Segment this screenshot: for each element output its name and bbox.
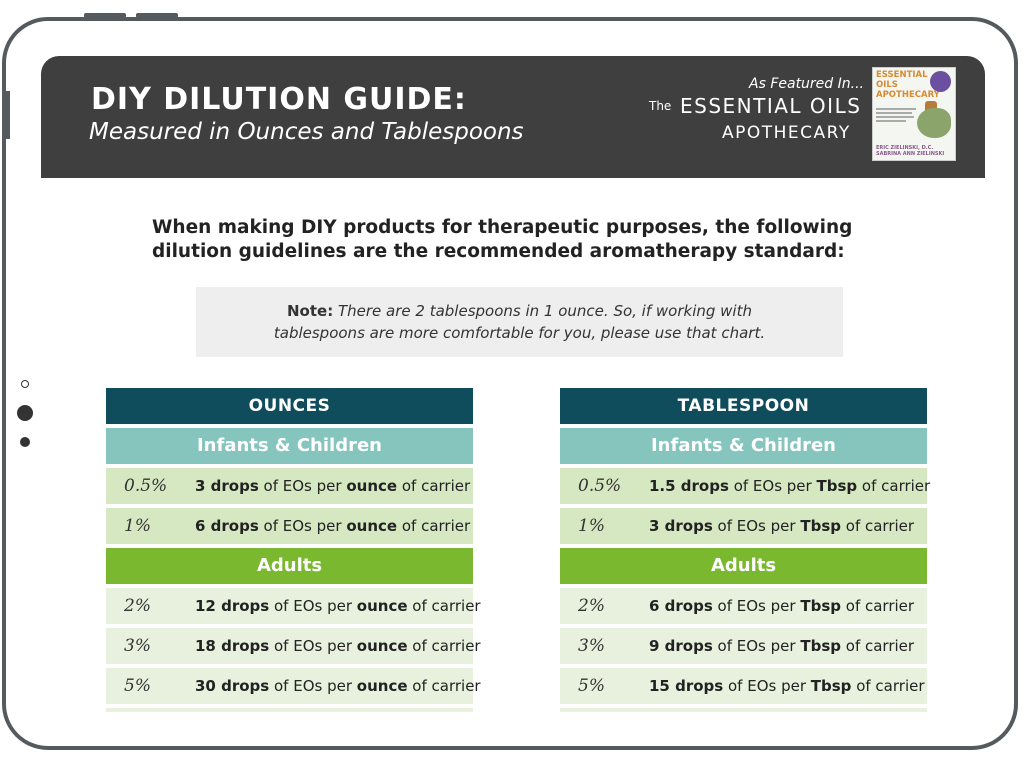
- dilution-percent: 2%: [124, 596, 151, 616]
- note-label: Note:: [287, 302, 334, 320]
- ounces-infants-heading: Infants & Children: [106, 428, 473, 464]
- table-row: [106, 508, 473, 544]
- note-line-1: There are 2 tablespoons in 1 ounce. So, if working with: [337, 302, 752, 320]
- dilution-description: 9 drops of EOs per Tbsp of carrier: [649, 637, 915, 655]
- dilution-percent: 3%: [578, 636, 605, 656]
- ounces-adults-heading: Adults: [106, 548, 473, 584]
- dilution-description: 18 drops of EOs per ounce of carrier: [195, 637, 481, 655]
- table-row: [106, 468, 473, 504]
- dilution-description: 6 drops of EOs per Tbsp of carrier: [649, 597, 915, 615]
- intro-text: When making DIY products for therapeutic purposes, the following dilution guidelines are the recommended aromatherapy standard:: [152, 217, 853, 262]
- table-row: [560, 468, 931, 504]
- note-text: [196, 300, 843, 344]
- tablespoon-infants-heading: Infants & Children: [560, 428, 927, 464]
- book-cover-title: ESSENTIAL OILS APOTHECARY: [876, 70, 940, 100]
- dilution-description: 3 drops of EOs per Tbsp of carrier: [649, 517, 915, 535]
- sensor-dot-icon: [20, 437, 30, 447]
- book-cover-authors: ERIC ZIELINSKI, D.C. SABRINA ANN ZIELINSKI: [876, 145, 945, 157]
- featured-in-text: As Featured In...: [749, 76, 864, 92]
- brand-line-2: APOTHECARY: [722, 123, 851, 143]
- book-badge-icon: [930, 71, 951, 92]
- dilution-percent: 2%: [578, 596, 605, 616]
- table-row: [106, 588, 481, 624]
- ounces-table-heading: OUNCES: [106, 388, 473, 424]
- dilution-description: 1.5 drops of EOs per Tbsp of carrier: [649, 477, 931, 495]
- dilution-percent: 1%: [124, 516, 151, 536]
- camera-dot-icon: [17, 405, 33, 421]
- table-row: [560, 588, 927, 624]
- table-row: [106, 628, 481, 664]
- table-row-partial: [560, 708, 927, 712]
- dilution-description: 6 drops of EOs per ounce of carrier: [195, 517, 471, 535]
- guide-title: DIY DILUTION GUIDE:: [91, 82, 467, 117]
- note-line-2: tablespoons are more comfortable for you, please use that chart.: [273, 324, 766, 342]
- dilution-percent: 0.5%: [124, 476, 168, 496]
- dilution-description: 30 drops of EOs per ounce of carrier: [195, 677, 481, 695]
- dilution-percent: 5%: [578, 676, 605, 696]
- table-row-partial: [106, 708, 473, 712]
- table-row: [560, 668, 927, 704]
- tablespoon-adults-heading: Adults: [560, 548, 927, 584]
- tablespoon-table-heading: TABLESPOON: [560, 388, 927, 424]
- guide-header: [41, 56, 985, 178]
- guide-subtitle: Measured in Ounces and Tablespoons: [89, 119, 524, 145]
- camera-ring-icon: [21, 380, 29, 388]
- table-row: [560, 508, 927, 544]
- dilution-percent: 0.5%: [578, 476, 622, 496]
- device-side-button: [6, 91, 10, 139]
- book-herbs-icon: [917, 108, 951, 138]
- brand-the: The: [649, 99, 672, 113]
- dilution-description: 3 drops of EOs per ounce of carrier: [195, 477, 471, 495]
- book-cover-image: [872, 67, 956, 161]
- note-box: [196, 287, 843, 357]
- dilution-description: 12 drops of EOs per ounce of carrier: [195, 597, 481, 615]
- table-row: [560, 628, 927, 664]
- table-row: [106, 668, 481, 704]
- dilution-percent: 5%: [124, 676, 151, 696]
- book-cover-blurb: [876, 106, 920, 124]
- brand-line-1: ESSENTIAL OILS: [680, 94, 862, 118]
- ounces-table: [106, 388, 481, 712]
- tablespoon-table: [560, 388, 931, 712]
- dilution-description: 15 drops of EOs per Tbsp of carrier: [649, 677, 925, 695]
- dilution-percent: 3%: [124, 636, 151, 656]
- dilution-percent: 1%: [578, 516, 605, 536]
